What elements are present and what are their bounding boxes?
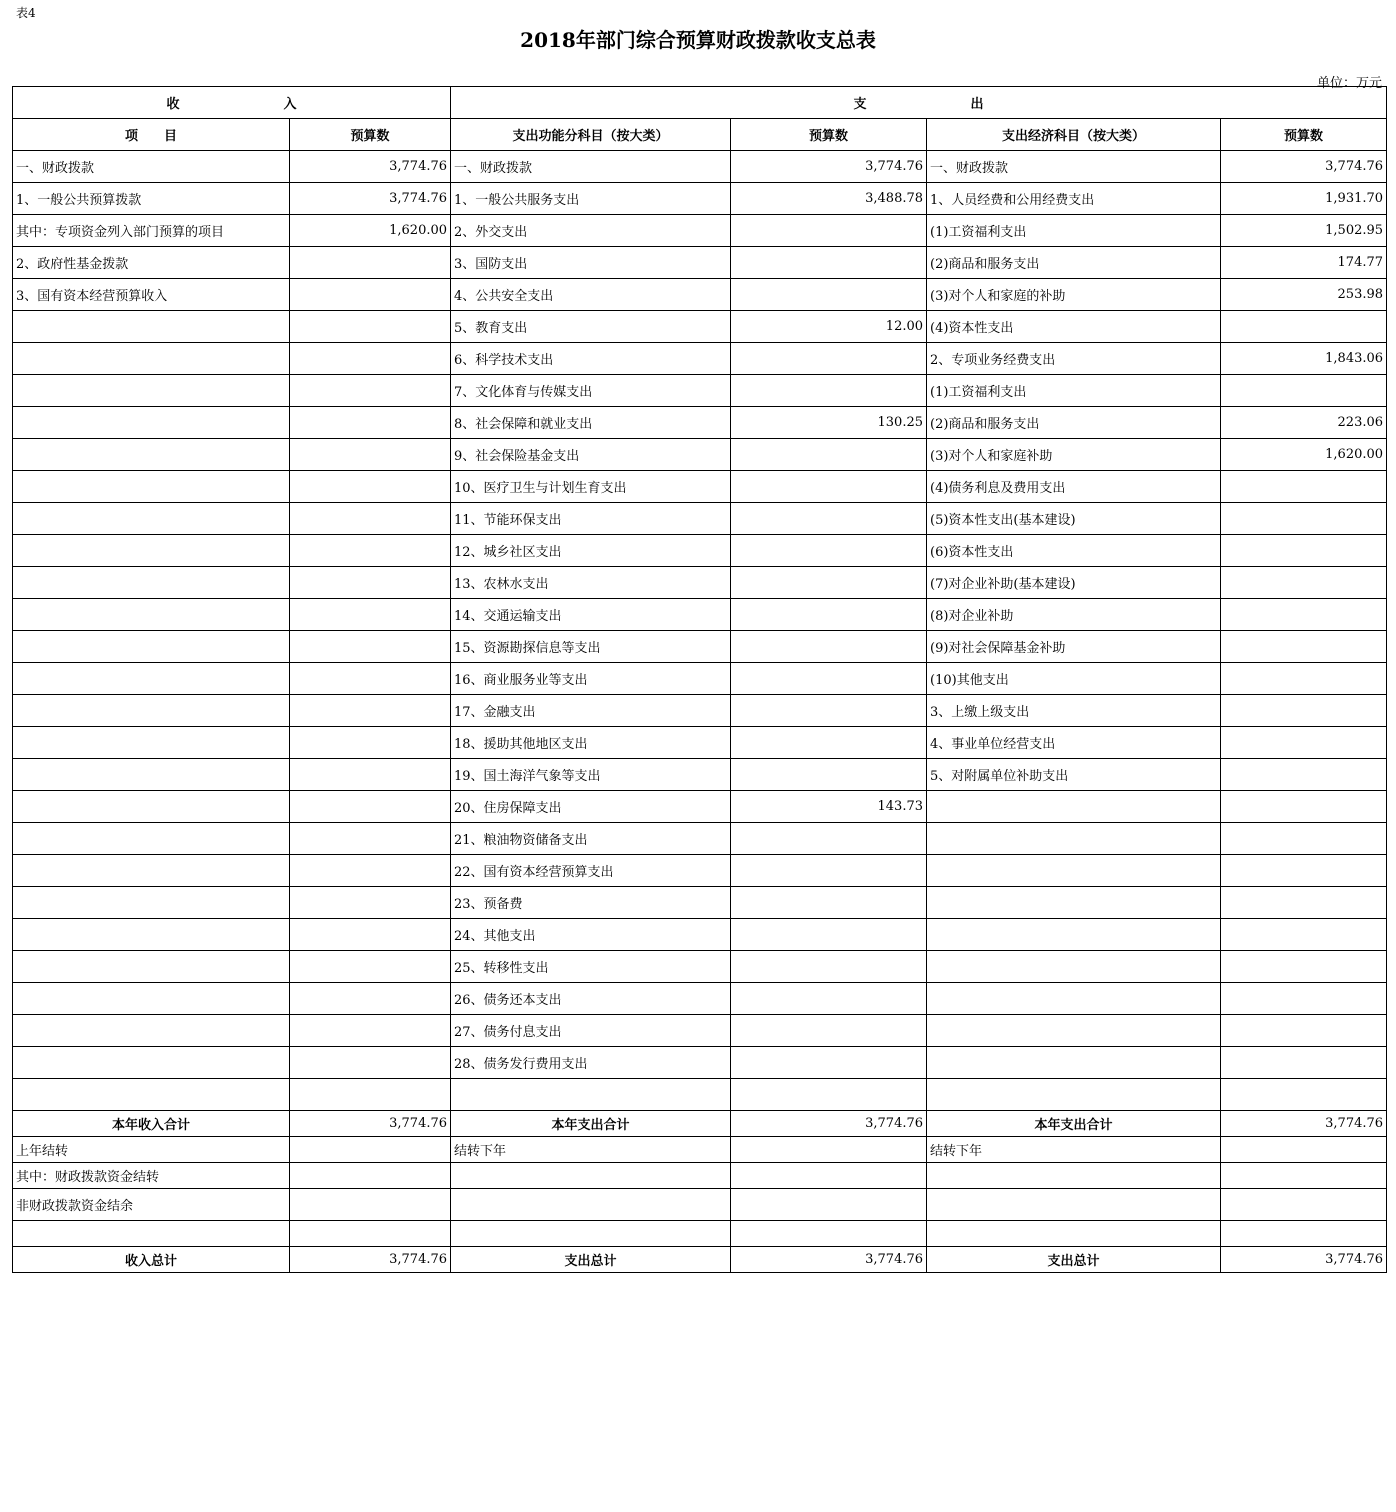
table-row bbox=[13, 567, 1387, 599]
income-value bbox=[290, 823, 451, 855]
col-header-budget: 预算数 bbox=[1221, 119, 1387, 151]
econ-item: 3、上缴上级支出 bbox=[927, 695, 1221, 727]
econ-item: (3)对个人和家庭补助 bbox=[927, 439, 1221, 471]
func-value bbox=[731, 1047, 927, 1079]
budget-table bbox=[12, 86, 1387, 1273]
econ-value bbox=[1221, 919, 1387, 951]
func-value bbox=[731, 983, 927, 1015]
income-item bbox=[13, 439, 290, 471]
func-item: 4、公共安全支出 bbox=[451, 279, 731, 311]
table-row bbox=[13, 215, 1387, 247]
func-item: 5、教育支出 bbox=[451, 311, 731, 343]
func-item: 25、转移性支出 bbox=[451, 951, 731, 983]
carry-func-value bbox=[731, 1137, 927, 1163]
income-value bbox=[290, 1079, 451, 1111]
econ-item: (10)其他支出 bbox=[927, 663, 1221, 695]
func-value bbox=[731, 1015, 927, 1047]
income-value bbox=[290, 535, 451, 567]
income-item bbox=[13, 375, 290, 407]
econ-value bbox=[1221, 855, 1387, 887]
func-value bbox=[731, 759, 927, 791]
income-value bbox=[290, 1015, 451, 1047]
income-value bbox=[290, 727, 451, 759]
income-value bbox=[290, 631, 451, 663]
income-item bbox=[13, 887, 290, 919]
func-value bbox=[731, 855, 927, 887]
income-item: 1、一般公共预算拨款 bbox=[13, 183, 290, 215]
unit-label: 单位：万元 bbox=[1316, 76, 1382, 91]
income-item bbox=[13, 919, 290, 951]
income-item bbox=[13, 823, 290, 855]
econ-value bbox=[1221, 663, 1387, 695]
table-row bbox=[13, 983, 1387, 1015]
func-total-label: 支出总计 bbox=[451, 1247, 731, 1273]
income-value bbox=[290, 951, 451, 983]
table-row bbox=[13, 599, 1387, 631]
carry-income-item: 上年结转 bbox=[13, 1137, 290, 1163]
econ-value bbox=[1221, 951, 1387, 983]
func-value: 130.25 bbox=[731, 407, 927, 439]
econ-item: (3)对个人和家庭的补助 bbox=[927, 279, 1221, 311]
income-value bbox=[290, 279, 451, 311]
income-value: 3,774.76 bbox=[290, 183, 451, 215]
table-row bbox=[13, 727, 1387, 759]
income-item bbox=[13, 1079, 290, 1111]
table-row bbox=[13, 343, 1387, 375]
func-item: 22、国有资本经营预算支出 bbox=[451, 855, 731, 887]
econ-value bbox=[1221, 887, 1387, 919]
carry-func-value bbox=[731, 1163, 927, 1189]
econ-item: (5)资本性支出(基本建设) bbox=[927, 503, 1221, 535]
income-item bbox=[13, 599, 290, 631]
page-title: 2018年部门综合预算财政拨款收支总表 bbox=[520, 28, 876, 52]
func-value bbox=[731, 887, 927, 919]
income-item bbox=[13, 695, 290, 727]
income-item bbox=[13, 855, 290, 887]
table-row bbox=[13, 1079, 1387, 1111]
econ-value bbox=[1221, 535, 1387, 567]
carry-row bbox=[13, 1221, 1387, 1247]
econ-value bbox=[1221, 791, 1387, 823]
econ-value bbox=[1221, 695, 1387, 727]
func-item: 6、科学技术支出 bbox=[451, 343, 731, 375]
income-value bbox=[290, 791, 451, 823]
income-item bbox=[13, 343, 290, 375]
func-value bbox=[731, 503, 927, 535]
econ-value bbox=[1221, 823, 1387, 855]
carry-row bbox=[13, 1163, 1387, 1189]
income-item bbox=[13, 631, 290, 663]
econ-item: (2)商品和服务支出 bbox=[927, 247, 1221, 279]
func-value bbox=[731, 599, 927, 631]
income-item bbox=[13, 311, 290, 343]
econ-item: (9)对社会保障基金补助 bbox=[927, 631, 1221, 663]
econ-value: 1,931.70 bbox=[1221, 183, 1387, 215]
income-item: 2、政府性基金拨款 bbox=[13, 247, 290, 279]
econ-item: 4、事业单位经营支出 bbox=[927, 727, 1221, 759]
econ-item: (1)工资福利支出 bbox=[927, 375, 1221, 407]
econ-value: 1,502.95 bbox=[1221, 215, 1387, 247]
carry-income-value bbox=[290, 1163, 451, 1189]
income-item bbox=[13, 983, 290, 1015]
carry-income-item bbox=[13, 1221, 290, 1247]
table-number: 表4 bbox=[16, 6, 36, 20]
func-item: 15、资源勘探信息等支出 bbox=[451, 631, 731, 663]
func-value: 12.00 bbox=[731, 311, 927, 343]
income-item bbox=[13, 1047, 290, 1079]
table-row bbox=[13, 823, 1387, 855]
carry-row bbox=[13, 1189, 1387, 1221]
econ-item: 5、对附属单位补助支出 bbox=[927, 759, 1221, 791]
econ-value bbox=[1221, 311, 1387, 343]
income-item: 其中：专项资金列入部门预算的项目 bbox=[13, 215, 290, 247]
func-value: 3,774.76 bbox=[731, 151, 927, 183]
income-item bbox=[13, 663, 290, 695]
income-value bbox=[290, 439, 451, 471]
func-value bbox=[731, 1079, 927, 1111]
func-item: 12、城乡社区支出 bbox=[451, 535, 731, 567]
table-row bbox=[13, 1047, 1387, 1079]
func-value bbox=[731, 215, 927, 247]
table-row bbox=[13, 183, 1387, 215]
table-row bbox=[13, 631, 1387, 663]
table-row bbox=[13, 951, 1387, 983]
table-row bbox=[13, 1015, 1387, 1047]
carry-econ-item: 结转下年 bbox=[927, 1137, 1221, 1163]
func-value bbox=[731, 951, 927, 983]
col-header-econ: 支出经济科目（按大类） bbox=[927, 119, 1221, 151]
income-item bbox=[13, 727, 290, 759]
func-item: 7、文化体育与传媒支出 bbox=[451, 375, 731, 407]
econ-value: 253.98 bbox=[1221, 279, 1387, 311]
income-item: 一、财政拨款 bbox=[13, 151, 290, 183]
func-item: 一、财政拨款 bbox=[451, 151, 731, 183]
func-value bbox=[731, 439, 927, 471]
table-row bbox=[13, 919, 1387, 951]
func-subtotal-label: 本年支出合计 bbox=[451, 1111, 731, 1137]
func-value bbox=[731, 471, 927, 503]
func-value bbox=[731, 247, 927, 279]
table-row bbox=[13, 279, 1387, 311]
econ-item bbox=[927, 887, 1221, 919]
econ-item bbox=[927, 1079, 1221, 1111]
func-item: 28、债务发行费用支出 bbox=[451, 1047, 731, 1079]
func-item: 21、粮油物资储备支出 bbox=[451, 823, 731, 855]
econ-value bbox=[1221, 1079, 1387, 1111]
func-item: 1、一般公共服务支出 bbox=[451, 183, 731, 215]
table-body bbox=[13, 87, 1387, 1273]
econ-subtotal-label: 本年支出合计 bbox=[927, 1111, 1221, 1137]
func-item: 11、节能环保支出 bbox=[451, 503, 731, 535]
econ-item: 1、人员经费和公用经费支出 bbox=[927, 183, 1221, 215]
carry-row bbox=[13, 1137, 1387, 1163]
carry-func-value bbox=[731, 1189, 927, 1221]
income-item bbox=[13, 567, 290, 599]
carry-econ-item bbox=[927, 1221, 1221, 1247]
col-header-budget: 预算数 bbox=[290, 119, 451, 151]
econ-value bbox=[1221, 567, 1387, 599]
income-item: 3、国有资本经营预算收入 bbox=[13, 279, 290, 311]
carry-func-item bbox=[451, 1221, 731, 1247]
carry-econ-value bbox=[1221, 1189, 1387, 1221]
carry-func-item bbox=[451, 1189, 731, 1221]
col-header-item: 项 目 bbox=[13, 119, 290, 151]
income-value bbox=[290, 503, 451, 535]
income-value bbox=[290, 887, 451, 919]
table-row bbox=[13, 471, 1387, 503]
income-item bbox=[13, 471, 290, 503]
func-item: 3、国防支出 bbox=[451, 247, 731, 279]
income-item bbox=[13, 791, 290, 823]
table-row bbox=[13, 151, 1387, 183]
func-item: 23、预备费 bbox=[451, 887, 731, 919]
func-item: 26、债务还本支出 bbox=[451, 983, 731, 1015]
econ-value bbox=[1221, 1047, 1387, 1079]
func-item: 19、国土海洋气象等支出 bbox=[451, 759, 731, 791]
func-total-value: 3,774.76 bbox=[731, 1247, 927, 1273]
income-item bbox=[13, 759, 290, 791]
func-value bbox=[731, 535, 927, 567]
econ-value bbox=[1221, 727, 1387, 759]
table-row bbox=[13, 535, 1387, 567]
carry-func-item bbox=[451, 1163, 731, 1189]
column-header-row bbox=[13, 119, 1387, 151]
table-row bbox=[13, 855, 1387, 887]
carry-econ-value bbox=[1221, 1137, 1387, 1163]
income-value bbox=[290, 471, 451, 503]
income-value bbox=[290, 599, 451, 631]
income-value bbox=[290, 567, 451, 599]
income-value bbox=[290, 983, 451, 1015]
table-row bbox=[13, 791, 1387, 823]
econ-item: 2、专项业务经费支出 bbox=[927, 343, 1221, 375]
func-value: 3,488.78 bbox=[731, 183, 927, 215]
econ-value: 223.06 bbox=[1221, 407, 1387, 439]
func-item: 20、住房保障支出 bbox=[451, 791, 731, 823]
func-item: 18、援助其他地区支出 bbox=[451, 727, 731, 759]
income-item bbox=[13, 1015, 290, 1047]
econ-value: 1,620.00 bbox=[1221, 439, 1387, 471]
econ-item bbox=[927, 791, 1221, 823]
expense-section-header: 支 出 bbox=[451, 87, 1387, 119]
income-value bbox=[290, 695, 451, 727]
carry-econ-item bbox=[927, 1163, 1221, 1189]
func-value bbox=[731, 567, 927, 599]
income-value bbox=[290, 375, 451, 407]
carry-income-value bbox=[290, 1221, 451, 1247]
income-subtotal-label: 本年收入合计 bbox=[13, 1111, 290, 1137]
income-value: 3,774.76 bbox=[290, 151, 451, 183]
table-row bbox=[13, 407, 1387, 439]
econ-value bbox=[1221, 503, 1387, 535]
func-value bbox=[731, 695, 927, 727]
func-item: 17、金融支出 bbox=[451, 695, 731, 727]
func-item: 8、社会保障和就业支出 bbox=[451, 407, 731, 439]
econ-value: 3,774.76 bbox=[1221, 151, 1387, 183]
income-subtotal-value: 3,774.76 bbox=[290, 1111, 451, 1137]
econ-value: 1,843.06 bbox=[1221, 343, 1387, 375]
econ-item bbox=[927, 951, 1221, 983]
carry-econ-value bbox=[1221, 1163, 1387, 1189]
func-item: 10、医疗卫生与计划生育支出 bbox=[451, 471, 731, 503]
income-item bbox=[13, 407, 290, 439]
func-value bbox=[731, 631, 927, 663]
econ-total-value: 3,774.76 bbox=[1221, 1247, 1387, 1273]
econ-item: 一、财政拨款 bbox=[927, 151, 1221, 183]
carry-income-item: 非财政拨款资金结余 bbox=[13, 1189, 290, 1221]
econ-value bbox=[1221, 1015, 1387, 1047]
func-item bbox=[451, 1079, 731, 1111]
econ-value: 174.77 bbox=[1221, 247, 1387, 279]
func-item: 24、其他支出 bbox=[451, 919, 731, 951]
table-row bbox=[13, 663, 1387, 695]
income-value bbox=[290, 247, 451, 279]
func-value bbox=[731, 375, 927, 407]
table-row bbox=[13, 887, 1387, 919]
carry-income-item: 其中：财政拨款资金结转 bbox=[13, 1163, 290, 1189]
income-total-value: 3,774.76 bbox=[290, 1247, 451, 1273]
section-header-row bbox=[13, 87, 1387, 119]
table-row bbox=[13, 311, 1387, 343]
econ-item bbox=[927, 983, 1221, 1015]
income-item bbox=[13, 951, 290, 983]
econ-item: (1)工资福利支出 bbox=[927, 215, 1221, 247]
econ-item bbox=[927, 823, 1221, 855]
carry-econ-item bbox=[927, 1189, 1221, 1221]
carry-income-value bbox=[290, 1137, 451, 1163]
carry-income-value bbox=[290, 1189, 451, 1221]
table-row bbox=[13, 695, 1387, 727]
func-item: 2、外交支出 bbox=[451, 215, 731, 247]
econ-item: (2)商品和服务支出 bbox=[927, 407, 1221, 439]
func-item: 27、债务付息支出 bbox=[451, 1015, 731, 1047]
econ-value bbox=[1221, 375, 1387, 407]
income-value: 1,620.00 bbox=[290, 215, 451, 247]
func-item: 14、交通运输支出 bbox=[451, 599, 731, 631]
econ-item bbox=[927, 1047, 1221, 1079]
table-row bbox=[13, 375, 1387, 407]
econ-total-label: 支出总计 bbox=[927, 1247, 1221, 1273]
income-value bbox=[290, 311, 451, 343]
subtotal-row bbox=[13, 1111, 1387, 1137]
carry-func-value bbox=[731, 1221, 927, 1247]
income-value bbox=[290, 407, 451, 439]
func-value bbox=[731, 279, 927, 311]
func-value bbox=[731, 823, 927, 855]
table-row bbox=[13, 439, 1387, 471]
econ-value bbox=[1221, 631, 1387, 663]
func-subtotal-value: 3,774.76 bbox=[731, 1111, 927, 1137]
econ-item: (8)对企业补助 bbox=[927, 599, 1221, 631]
func-item: 9、社会保险基金支出 bbox=[451, 439, 731, 471]
income-item bbox=[13, 535, 290, 567]
income-total-label: 收入总计 bbox=[13, 1247, 290, 1273]
func-value bbox=[731, 727, 927, 759]
func-value bbox=[731, 919, 927, 951]
econ-item: (6)资本性支出 bbox=[927, 535, 1221, 567]
table-row bbox=[13, 247, 1387, 279]
table-row bbox=[13, 759, 1387, 791]
income-section-header: 收 入 bbox=[13, 87, 451, 119]
econ-item bbox=[927, 1015, 1221, 1047]
econ-item bbox=[927, 919, 1221, 951]
carry-func-item: 结转下年 bbox=[451, 1137, 731, 1163]
econ-value bbox=[1221, 599, 1387, 631]
income-item bbox=[13, 503, 290, 535]
func-item: 16、商业服务业等支出 bbox=[451, 663, 731, 695]
income-value bbox=[290, 759, 451, 791]
col-header-budget: 预算数 bbox=[731, 119, 927, 151]
income-value bbox=[290, 855, 451, 887]
func-value: 143.73 bbox=[731, 791, 927, 823]
total-row bbox=[13, 1247, 1387, 1273]
income-value bbox=[290, 663, 451, 695]
econ-value bbox=[1221, 759, 1387, 791]
econ-item: (4)债务利息及费用支出 bbox=[927, 471, 1221, 503]
func-item: 13、农林水支出 bbox=[451, 567, 731, 599]
income-value bbox=[290, 919, 451, 951]
func-value bbox=[731, 663, 927, 695]
income-value bbox=[290, 343, 451, 375]
carry-econ-value bbox=[1221, 1221, 1387, 1247]
col-header-func: 支出功能分科目（按大类） bbox=[451, 119, 731, 151]
econ-item: (7)对企业补助(基本建设) bbox=[927, 567, 1221, 599]
econ-value bbox=[1221, 983, 1387, 1015]
econ-value bbox=[1221, 471, 1387, 503]
income-value bbox=[290, 1047, 451, 1079]
func-value bbox=[731, 343, 927, 375]
econ-subtotal-value: 3,774.76 bbox=[1221, 1111, 1387, 1137]
econ-item bbox=[927, 855, 1221, 887]
econ-item: (4)资本性支出 bbox=[927, 311, 1221, 343]
table-row bbox=[13, 503, 1387, 535]
